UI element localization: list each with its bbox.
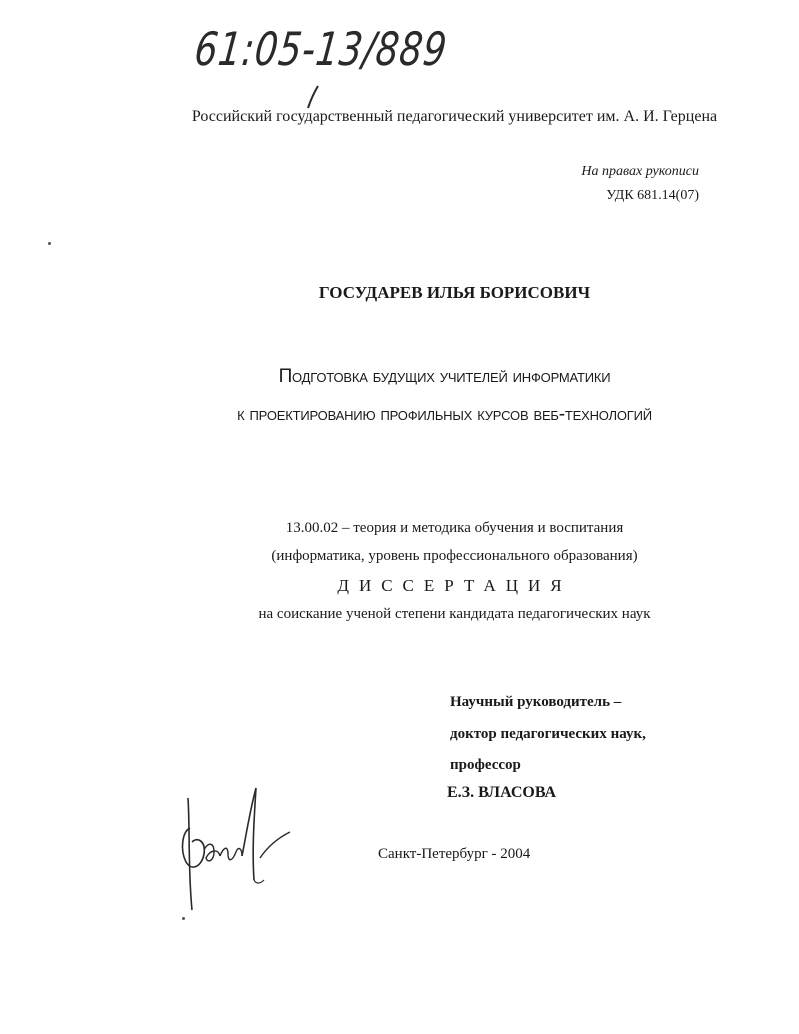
city-year: Санкт-Петербург - 2004 [378, 846, 531, 862]
signature-drawing [168, 780, 298, 920]
author-name: ГОСУДАРЕВ ИЛЬЯ БОРИСОВИЧ [318, 283, 591, 302]
advisor-degree: доктор педагогических наук, [450, 726, 646, 742]
scan-speck [48, 242, 51, 245]
advisor-rank: профессор [450, 757, 521, 773]
dissertation-title-line-1: Подготовка будущих учителей информатики [278, 366, 611, 387]
advisor-name: Е.З. ВЛАСОВА [447, 784, 557, 801]
archive-stamp [190, 8, 450, 113]
signature [168, 780, 298, 920]
specialty-field: (информатика, уровень профессионального образования) [271, 548, 638, 564]
scan-speck [182, 917, 185, 920]
dissertation-title-line-2: к проектированию профильных курсов веб-технологий [237, 404, 652, 425]
specialty-code: 13.00.02 – теория и методика обучения и воспитания [285, 520, 624, 536]
advisor-role: Научный руководитель – [450, 694, 622, 710]
manuscript-rights-label: На правах рукописи [581, 164, 699, 179]
university-name: Российский государственный педагогический университет им. А. И. Герцена [191, 108, 718, 125]
archive-stamp-text: 61:05-13/889 [192, 22, 450, 76]
udk-code: УДК 681.14(07) [606, 188, 699, 203]
degree-sought: на соискание ученой степени кандидата педагогических наук [258, 606, 651, 622]
document-type: ДИССЕРТАЦИЯ [337, 576, 572, 595]
